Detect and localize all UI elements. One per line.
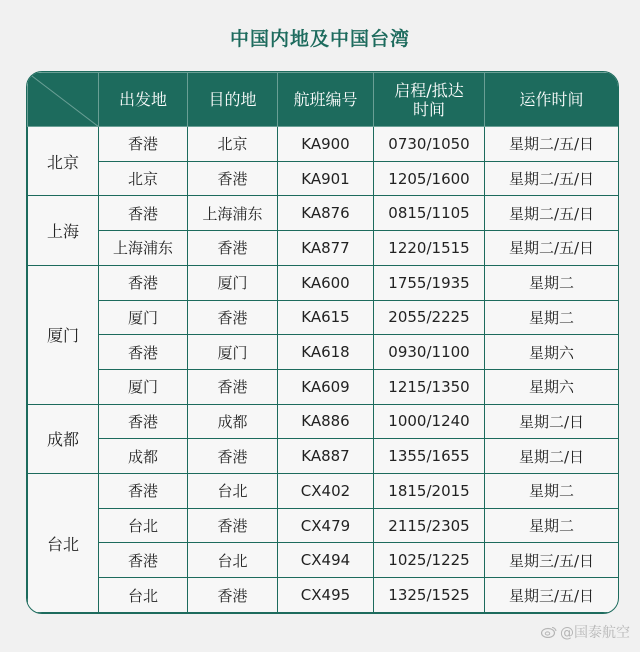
destination-cell: 台北 [188, 474, 278, 509]
table-row [28, 300, 619, 335]
origin-cell: 香港 [99, 543, 188, 578]
destination-cell: 厦门 [188, 265, 278, 300]
times-cell: 1325/1525 [374, 578, 485, 613]
table-row [28, 439, 619, 474]
days-cell: 星期六 [485, 369, 619, 404]
table-row [28, 265, 619, 300]
days-cell: 星期三/五/日 [485, 543, 619, 578]
flight-number-cell: CX494 [278, 543, 374, 578]
times-cell: 1220/1515 [374, 231, 485, 266]
watermark [541, 622, 630, 642]
origin-cell: 香港 [99, 335, 188, 370]
header-days: 运作时间 [485, 73, 619, 127]
header-row [28, 73, 619, 127]
destination-cell: 香港 [188, 578, 278, 613]
flight-number-cell: KA609 [278, 369, 374, 404]
watermark-text: @国泰航空 [560, 625, 630, 641]
origin-cell: 香港 [99, 265, 188, 300]
destination-cell: 香港 [188, 369, 278, 404]
table-row [28, 369, 619, 404]
table-body [28, 127, 619, 613]
origin-cell: 香港 [99, 474, 188, 509]
times-cell: 1815/2015 [374, 474, 485, 509]
days-cell: 星期三/五/日 [485, 578, 619, 613]
origin-cell: 台北 [99, 508, 188, 543]
flight-number-cell: CX402 [278, 474, 374, 509]
table-row [28, 127, 619, 162]
header-times [374, 73, 485, 127]
days-cell: 星期二 [485, 474, 619, 509]
header-times-line2: 时间 [412, 99, 445, 119]
flight-number-cell: KA887 [278, 439, 374, 474]
days-cell: 星期二 [485, 508, 619, 543]
header-times-line1: 启程/抵达 [394, 80, 464, 100]
origin-cell: 上海浦东 [99, 231, 188, 266]
origin-cell: 成都 [99, 439, 188, 474]
diagonal-divider [28, 73, 99, 127]
times-cell: 0815/1105 [374, 196, 485, 231]
days-cell: 星期二 [485, 300, 619, 335]
header-destination: 目的地 [188, 73, 278, 127]
destination-cell: 香港 [188, 300, 278, 335]
table-row [28, 578, 619, 613]
flight-number-cell: KA900 [278, 127, 374, 162]
times-cell: 0730/1050 [374, 127, 485, 162]
flight-number-cell: KA618 [278, 335, 374, 370]
city-group-label: 台北 [28, 474, 99, 613]
days-cell: 星期二/五/日 [485, 231, 619, 266]
table-row [28, 543, 619, 578]
days-cell: 星期二/日 [485, 439, 619, 474]
days-cell: 星期二/五/日 [485, 161, 619, 196]
times-cell: 1000/1240 [374, 404, 485, 439]
times-cell: 1025/1225 [374, 543, 485, 578]
flight-number-cell: KA877 [278, 231, 374, 266]
days-cell: 星期二/日 [485, 404, 619, 439]
origin-cell: 香港 [99, 127, 188, 162]
days-cell: 星期二/五/日 [485, 127, 619, 162]
city-group-label: 上海 [28, 196, 99, 265]
destination-cell: 厦门 [188, 335, 278, 370]
destination-cell: 香港 [188, 439, 278, 474]
header-flight-number: 航班编号 [278, 73, 374, 127]
header-corner-cell [28, 73, 99, 127]
table-row [28, 474, 619, 509]
times-cell: 2115/2305 [374, 508, 485, 543]
city-group-label: 北京 [28, 127, 99, 196]
times-cell: 1205/1600 [374, 161, 485, 196]
table-row [28, 161, 619, 196]
destination-cell: 上海浦东 [188, 196, 278, 231]
flight-schedule-table [26, 71, 619, 614]
table-row [28, 196, 619, 231]
flight-number-cell: KA600 [278, 265, 374, 300]
times-cell: 1215/1350 [374, 369, 485, 404]
weibo-icon [541, 626, 557, 638]
table-row [28, 404, 619, 439]
destination-cell: 香港 [188, 231, 278, 266]
flight-number-cell: CX495 [278, 578, 374, 613]
destination-cell: 香港 [188, 508, 278, 543]
origin-cell: 厦门 [99, 300, 188, 335]
header-origin: 出发地 [99, 73, 188, 127]
origin-cell: 台北 [99, 578, 188, 613]
table-row [28, 335, 619, 370]
days-cell: 星期六 [485, 335, 619, 370]
table-row [28, 508, 619, 543]
flight-number-cell: KA876 [278, 196, 374, 231]
days-cell: 星期二/五/日 [485, 196, 619, 231]
flight-number-cell: CX479 [278, 508, 374, 543]
times-cell: 1755/1935 [374, 265, 485, 300]
city-group-label: 厦门 [28, 265, 99, 404]
destination-cell: 成都 [188, 404, 278, 439]
times-cell: 0930/1100 [374, 335, 485, 370]
city-group-label: 成都 [28, 404, 99, 473]
days-cell: 星期二 [485, 265, 619, 300]
table-row [28, 231, 619, 266]
origin-cell: 香港 [99, 196, 188, 231]
flight-number-cell: KA901 [278, 161, 374, 196]
page-title: 中国内地及中国台湾 [229, 28, 410, 50]
destination-cell: 北京 [188, 127, 278, 162]
flight-number-cell: KA886 [278, 404, 374, 439]
times-cell: 1355/1655 [374, 439, 485, 474]
flight-number-cell: KA615 [278, 300, 374, 335]
origin-cell: 厦门 [99, 369, 188, 404]
origin-cell: 北京 [99, 161, 188, 196]
destination-cell: 台北 [188, 543, 278, 578]
times-cell: 2055/2225 [374, 300, 485, 335]
destination-cell: 香港 [188, 161, 278, 196]
origin-cell: 香港 [99, 404, 188, 439]
